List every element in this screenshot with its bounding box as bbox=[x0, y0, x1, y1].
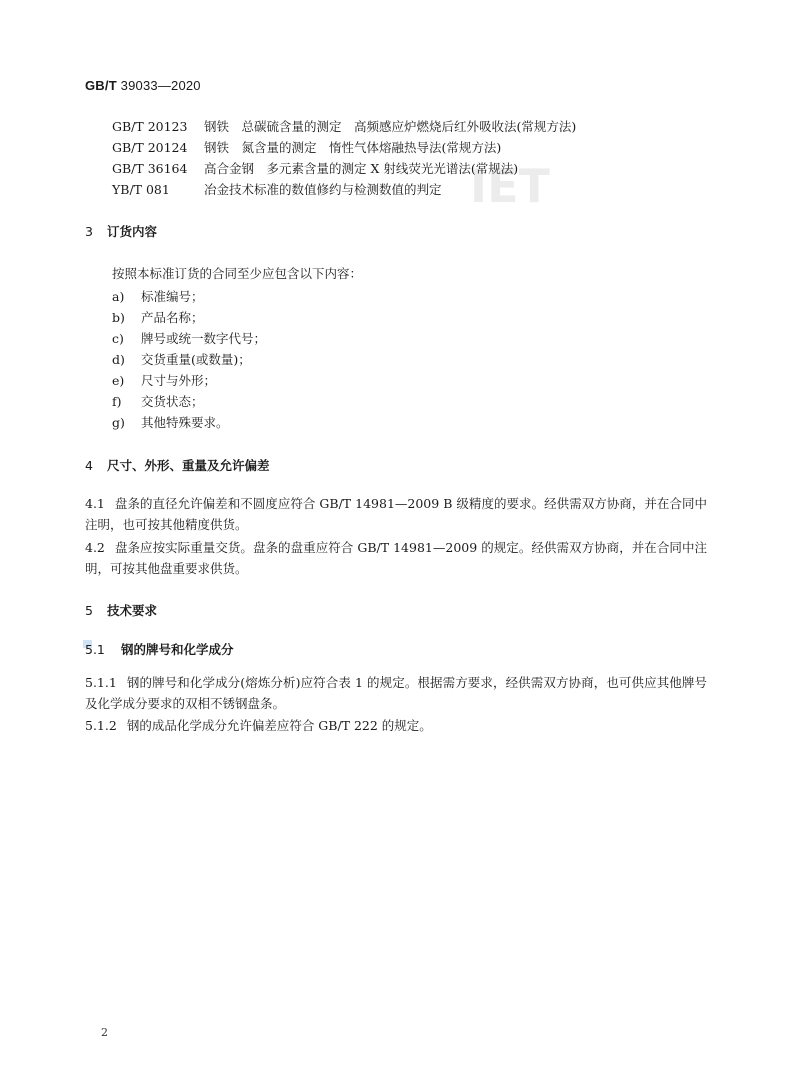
clause-text: 盘条的直径允许偏差和不圆度应符合 GB/T 14981—2009 B 级精度的要求。经供需双方协商，并在合同中注明，也可按其他精度供货。 bbox=[85, 496, 707, 532]
list-item-text: 交货重量(或数量)； bbox=[141, 352, 251, 367]
clause-number: 4.1 bbox=[85, 496, 105, 511]
reference-title: 高合金钢 多元素含量的测定 X 射线荧光光谱法(常规法) bbox=[204, 161, 519, 176]
list-item-label: f) bbox=[112, 394, 122, 409]
watermark: ΙΕΤ bbox=[470, 159, 550, 213]
section-number: 4 bbox=[85, 458, 93, 473]
list-item bbox=[112, 286, 266, 307]
reference-item bbox=[112, 179, 576, 200]
clause-number: 5.1.2 bbox=[85, 718, 117, 733]
list-item bbox=[112, 328, 266, 349]
reference-title: 冶金技术标准的数值修约与检测数值的判定 bbox=[204, 182, 442, 197]
section-3-heading bbox=[85, 222, 157, 240]
section-4-heading bbox=[85, 456, 270, 474]
list-item bbox=[112, 391, 266, 412]
standard-header bbox=[85, 78, 201, 93]
page-number: 2 bbox=[101, 1026, 108, 1039]
reference-item bbox=[112, 158, 576, 179]
reference-code: GB/T 20124 bbox=[112, 140, 188, 155]
list-item-text: 尺寸与外形； bbox=[141, 373, 217, 388]
subsection-5-1-heading bbox=[85, 640, 234, 658]
section-number: 3 bbox=[85, 224, 93, 239]
list-item-label: b) bbox=[112, 310, 125, 325]
list-item bbox=[112, 349, 266, 370]
reference-code: GB/T 36164 bbox=[112, 161, 188, 176]
list-item-text: 标准编号； bbox=[141, 289, 204, 304]
clause-text: 盘条应按实际重量交货。盘条的盘重应符合 GB/T 14981—2009 的规定。经供需双方协商，并在合同中注明，可按其他盘重要求供货。 bbox=[85, 540, 707, 576]
list-item-text: 交货状态； bbox=[141, 394, 204, 409]
order-contents-list bbox=[112, 286, 266, 433]
reference-item bbox=[112, 116, 576, 137]
list-item-text: 其他特殊要求。 bbox=[141, 415, 229, 430]
list-item-text: 牌号或统一数字代号； bbox=[141, 331, 267, 346]
clause-4-2 bbox=[85, 537, 707, 579]
order-intro: 按照本标准订货的合同至少应包含以下内容： bbox=[112, 266, 363, 281]
standard-number: 39033—2020 bbox=[120, 78, 201, 93]
section-title: 尺寸、外形、重量及允许偏差 bbox=[107, 458, 270, 473]
list-item-label: d) bbox=[112, 352, 125, 367]
clause-4-1 bbox=[85, 493, 707, 535]
list-item-label: e) bbox=[112, 373, 125, 388]
list-item-label: g) bbox=[112, 415, 125, 430]
list-item bbox=[112, 412, 266, 433]
subsection-title: 钢的牌号和化学成分 bbox=[121, 642, 234, 657]
list-item-label: a) bbox=[112, 289, 125, 304]
reference-item bbox=[112, 137, 576, 158]
clause-5-1-2 bbox=[85, 715, 707, 736]
reference-code: GB/T 20123 bbox=[112, 119, 188, 134]
section-title: 技术要求 bbox=[107, 603, 158, 618]
clause-number: 5.1.1 bbox=[85, 675, 117, 690]
list-item bbox=[112, 307, 266, 328]
reference-code: YB/T 081 bbox=[112, 182, 170, 197]
normative-references bbox=[112, 116, 576, 200]
list-item-label: c) bbox=[112, 331, 124, 346]
clause-text: 钢的牌号和化学成分(熔炼分析)应符合表 1 的规定。根据需方要求，经供需双方协商，也可供应其他牌号及化学成分要求的双相不锈钢盘条。 bbox=[85, 675, 707, 711]
section-title: 订货内容 bbox=[107, 224, 158, 239]
clause-text: 钢的成品化学成分允许偏差应符合 GB/T 222 的规定。 bbox=[126, 718, 432, 733]
subsection-number: 5.1 bbox=[85, 642, 105, 657]
list-item bbox=[112, 370, 266, 391]
clause-5-1-1 bbox=[85, 672, 707, 714]
reference-title: 钢铁 氮含量的测定 惰性气体熔融热导法(常规方法) bbox=[204, 140, 502, 155]
section-number: 5 bbox=[85, 603, 93, 618]
list-item-text: 产品名称； bbox=[141, 310, 204, 325]
reference-title: 钢铁 总碳硫含量的测定 高频感应炉燃烧后红外吸收法(常规方法) bbox=[204, 119, 577, 134]
standard-prefix: GB/T bbox=[85, 78, 117, 93]
clause-number: 4.2 bbox=[85, 540, 105, 555]
section-5-heading bbox=[85, 601, 157, 619]
